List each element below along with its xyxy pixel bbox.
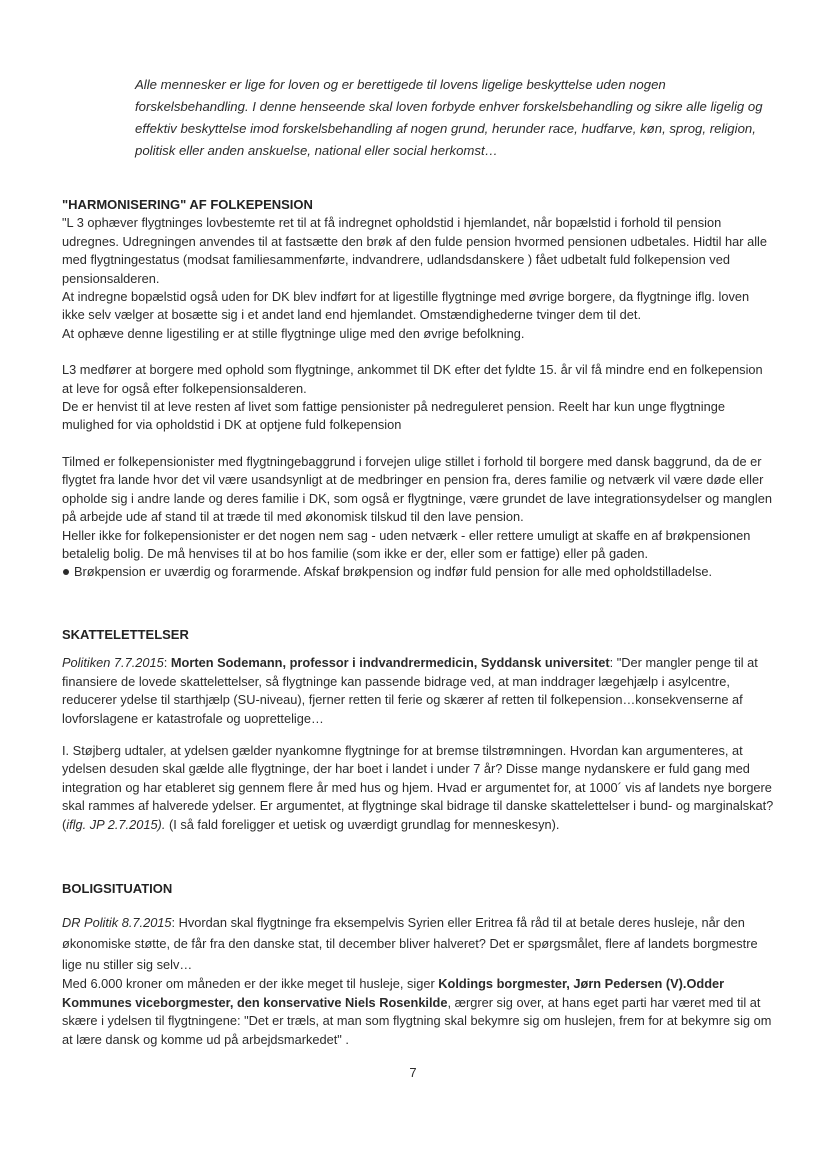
paragraph-text: : Hvordan skal flygtninge fra eksempelvis Syrien eller Eritrea få råd til at betale deres husleje, når den økonomiske støtte, de får fra den danske stat, til december bliver halveret? Det er spørgsmålet, flere af landets borgmestre lige nu stiller sig selv… (62, 915, 758, 973)
source-citation: DR Politik 8.7.2015 (62, 915, 172, 931)
paragraph: At indregne bopælstid også uden for DK blev indført for at ligestille flygtninge med øvrige borgere, da flygtninge iflg. loven ikke selv vælger at bosætte sig i et andet land end hjemlandet. Omstændighederne tvinger dem til det. (62, 289, 750, 323)
paragraph (62, 975, 774, 1049)
paragraph-text: Med 6.000 kroner om måneden er der ikke meget til husleje, siger (62, 976, 439, 992)
section-heading: "HARMONISERING" AF FOLKEPENSION (62, 197, 313, 212)
paragraph: L3 medfører at borgere med ophold som flygtninge, ankommet til DK efter det fyldte 15. år vil få mindre end en folkepension at leve for også efter folkepensionsalderen. (62, 362, 763, 396)
paragraph (62, 654, 774, 728)
paragraph: Heller ikke for folkepensionister er det nogen nem sag - uden netværk - eller rettere umuligt at skaffe en af brøkpensionen betalelig bolig. De må henvises til at bo hos familie (som ikke er der, eller som er fattige) eller på gaden. (62, 527, 751, 561)
bullet-icon (63, 569, 69, 575)
paragraph-text: , ærgrer sig over, at hans eget parti har været med til at skære i ydelsen til flygtningene: "Det er træls, at man som flygtning skal bekymre sig om huslejen, frem for at bekymre sig om at lære dansk og komme ud på arbejdsmarkedet" . (62, 994, 772, 1047)
section-skattelettelser (62, 626, 774, 834)
section-heading: BOLIGSITUATION (62, 881, 173, 896)
page-number: 7 (409, 1065, 417, 1080)
paragraph: "L 3 ophæver flygtninges lovbestemte ret til at få indregnet opholdstid i hjemlandet, når bopælstid i forhold til pension udregnes. Udregningen anvendes til at fastsætte den brøk af den fulde pension hvormed pensionen udbetales. Hidtil har alle med flygtningestatus (modsat familiesammenførte, indvandrere, udlandsdanskere ) fået udbetalt fuld folkepension ved pensionsalderen. (62, 215, 767, 286)
section-harmonisering (62, 196, 774, 582)
quote-block: Alle mennesker er lige for loven og er berettigede til lovens ligelige beskyttelse uden nogen forskelsbehandling. I denne henseende skal loven forbyde enhver forskelsbehandling og sikre alle ligelig og effektiv beskyttelse imod forskelsbehandling af nogen grund, herunder race, hudfarve, køn, sprog, religion, politisk eller anden anskuelse, national eller social herkomst… (135, 77, 763, 158)
paragraph: At ophæve denne ligestiling er at stille flygtninge ulige med den øvrige befolkning. (62, 325, 525, 341)
paragraph (62, 912, 774, 975)
paragraph-text: I. Støjberg udtaler, at ydelsen gælder nyankomne flygtninge for at bremse tilstrømningen. Hvordan kan argumenteres, at ydelsen desuden skal gælde alle flygtninge, der har boet i landet i under 7 år? Disse mange nydanskere er fuld gang med integration og har etableret sig gennem flere år med hus og hjem. Hvad er argumentet for, at 1000´ vis af landets nye borgere skal rammes af halverede ydelser. Er argumentet, at flygtninge skal bidrage til danske skattelettelser i bund- og marginalskat? ( (62, 743, 774, 832)
bullet-item (62, 563, 774, 581)
source-citation: Politiken 7.7.2015 (62, 655, 164, 671)
bullet-text: Brøkpension er uværdig og forarmende. Afskaf brøkpension og indfør fuld pension for alle med opholdstilladelse. (74, 564, 713, 580)
source-citation: iflg. JP 2.7.2015). (66, 816, 166, 832)
section-heading: SKATTELETTELSER (62, 627, 189, 642)
person-name: Morten Sodemann, professor i indvandrermedicin, Syddansk universitet (170, 655, 610, 671)
separator: : (163, 655, 171, 671)
paragraph-text: : "Der mangler penge til at finansiere de lovede skattelettelser, så flygtninge kan passende bidrage ved, at man inddrager lægehjælp i asylcentre, reducerer ydelse til starthjælp (SU-niveau), fjerner retten til ferie og skærer af retten til folkepension…konsekvenserne af lovforslagene er katastrofale og uoprettelige… (62, 655, 758, 726)
paragraph: De er henvist til at leve resten af livet som fattige pensionister på nedreguleret pension. Reelt har kun unge flygtninge mulighed for via opholdstid i DK at optjene fuld folkepension (62, 399, 725, 433)
paragraph (62, 742, 774, 834)
paragraph-text: (I så fald foreligger et uetisk og uværdigt grundlag for menneskesyn). (165, 816, 560, 832)
section-boligsituation (62, 880, 774, 1049)
person-name: Koldings borgmester, Jørn Pedersen (V).Odder Kommunes viceborgmester, den konservative Niels Rosenkilde (62, 976, 725, 1010)
paragraph: Tilmed er folkepensionister med flygtningebaggrund i forvejen ulige stillet i forhold til borgere med dansk baggrund, da de er flygtet fra lande hvor det vil være usandsynligt at de medbringer en pension fra, deres familie og netværk vil være døde eller opholde sig i andre lande og deres familie i DK, som også er flygtninge, være grundet de lave integrationsydelser og manglen på arbejde ude af stand til at træde til med økonomisk tilskud til den lave pension. (62, 453, 772, 525)
